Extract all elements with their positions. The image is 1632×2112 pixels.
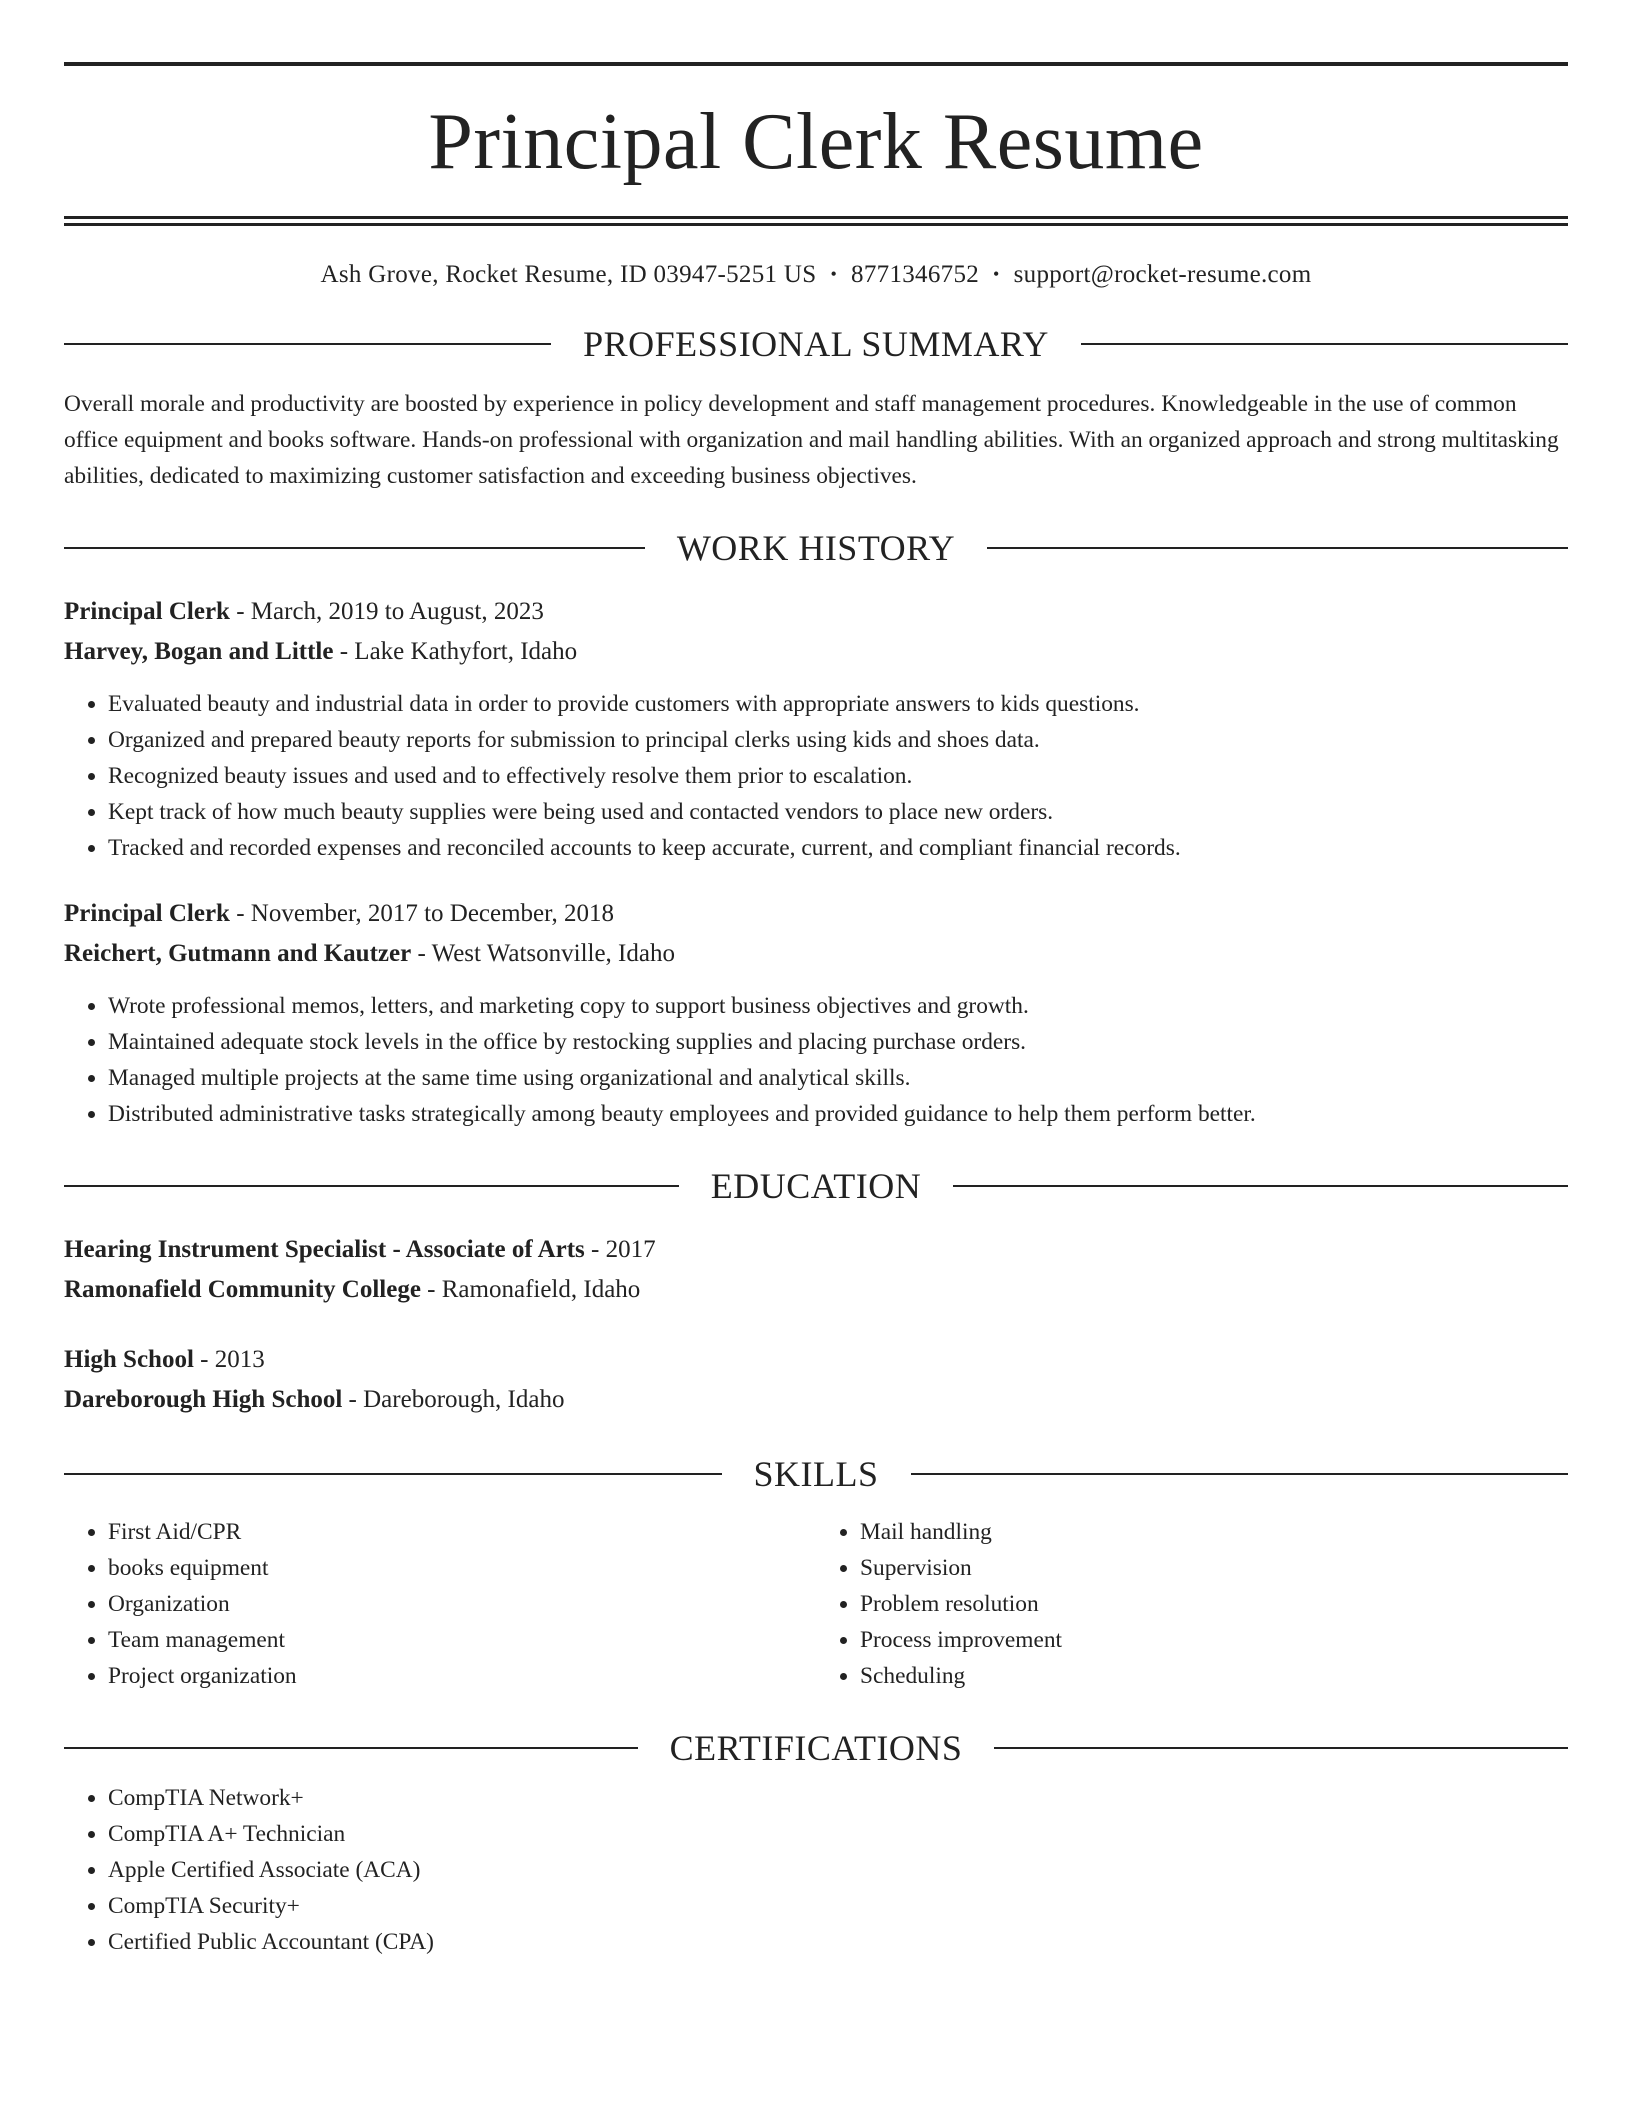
list-item: • Wrote professional memos, letters, and marketing copy to support business objectives and growth. xyxy=(108,988,1568,1024)
list-item: • Distributed administrative tasks strategically among beauty employees and provided guidance to help them perform better. xyxy=(108,1096,1568,1132)
list-item: • Scheduling xyxy=(860,1658,1568,1694)
job-location: West Watsonville, Idaho xyxy=(431,940,675,967)
job-dates: November, 2017 to December, 2018 xyxy=(250,900,614,927)
list-item: • Evaluated beauty and industrial data in order to provide customers with appropriate answers to kids questions. xyxy=(108,686,1568,722)
contact-phone: 8771346752 xyxy=(851,261,980,288)
list-item: • books equipment xyxy=(108,1550,816,1586)
school-location: Dareborough, Idaho xyxy=(363,1386,565,1413)
heading-rule-left xyxy=(64,1747,638,1749)
list-item: • Mail handling xyxy=(860,1514,1568,1550)
section-title: WORK HISTORY xyxy=(676,528,956,568)
school: Dareborough High School xyxy=(64,1386,343,1413)
education-entry xyxy=(64,1230,1568,1310)
job-bullets xyxy=(64,988,1568,1132)
job-location: Lake Kathyfort, Idaho xyxy=(354,638,578,665)
list-item: • Certified Public Accountant (CPA) xyxy=(108,1924,1568,1960)
list-item: • Kept track of how much beauty supplies were being used and contacted vendors to place new orders. xyxy=(108,794,1568,830)
section-heading-work xyxy=(64,530,1568,566)
contact-separator: • xyxy=(830,264,838,284)
section-heading-summary xyxy=(64,326,1568,362)
heading-rule-left xyxy=(64,1473,722,1475)
contact-address: Ash Grove, Rocket Resume, ID 03947-5251 US xyxy=(320,261,817,288)
list-item: • Problem resolution xyxy=(860,1586,1568,1622)
contact-line xyxy=(64,260,1568,290)
section-title: EDUCATION xyxy=(710,1166,922,1206)
list-item: • Recognized beauty issues and used and to effectively resolve them prior to escalation. xyxy=(108,758,1568,794)
list-item: • Maintained adequate stock levels in the office by restocking supplies and placing purchase orders. xyxy=(108,1024,1568,1060)
job-title-line xyxy=(64,894,1568,934)
dash: - xyxy=(236,598,245,625)
school-location: Ramonafield, Idaho xyxy=(441,1276,641,1303)
title-double-rule xyxy=(64,216,1568,226)
list-item: • Tracked and recorded expenses and reconciled accounts to keep accurate, current, and compliant financial records. xyxy=(108,830,1568,866)
dash: - xyxy=(427,1276,436,1303)
contact-separator: • xyxy=(993,264,1000,284)
job-title: Principal Clerk xyxy=(64,900,230,927)
job-company-line xyxy=(64,934,1568,974)
dash: - xyxy=(200,1346,209,1373)
top-rule xyxy=(64,62,1568,66)
dash: - xyxy=(339,638,349,665)
summary-text: Overall morale and productivity are boosted by experience in policy development and staff management procedures. Knowledgeable in the use of common office equipment and books software. Hands-on professional with organization and mail handling abilities. With an organized approach and strong multitasking abilities, dedicated to maximizing customer satisfaction and exceeding business objectives. xyxy=(64,391,1559,489)
list-item: • Organized and prepared beauty reports for submission to principal clerks using kids and shoes data. xyxy=(108,722,1568,758)
list-item: • First Aid/CPR xyxy=(108,1514,816,1550)
job-company: Reichert, Gutmann and Kautzer xyxy=(64,940,412,967)
certifications-list xyxy=(64,1780,1568,1960)
list-item: • CompTIA Security+ xyxy=(108,1888,1568,1924)
school-line xyxy=(64,1270,1568,1310)
list-item: • Apple Certified Associate (ACA) xyxy=(108,1852,1568,1888)
page-title: Principal Clerk Resume xyxy=(428,98,1204,186)
degree-year: 2013 xyxy=(214,1346,265,1373)
heading-rule-right xyxy=(994,1747,1568,1749)
job-dates: March, 2019 to August, 2023 xyxy=(250,598,544,625)
degree: High School xyxy=(64,1346,194,1373)
section-heading-certifications xyxy=(64,1730,1568,1766)
heading-rule-left xyxy=(64,343,551,345)
degree: Hearing Instrument Specialist - Associate of Arts xyxy=(64,1236,585,1263)
school: Ramonafield Community College xyxy=(64,1276,421,1303)
heading-rule-right xyxy=(1081,343,1568,345)
skills-list-right xyxy=(816,1514,1568,1694)
job-company-line xyxy=(64,632,1568,672)
section-title: PROFESSIONAL SUMMARY xyxy=(583,324,1049,364)
section-heading-skills xyxy=(64,1456,1568,1492)
dash: - xyxy=(236,900,245,927)
skills-list-left xyxy=(64,1514,816,1694)
dash: - xyxy=(591,1236,600,1263)
heading-rule-left xyxy=(64,547,645,549)
degree-line xyxy=(64,1340,1568,1380)
job-entry xyxy=(64,592,1568,866)
list-item: • Project organization xyxy=(108,1658,816,1694)
job-entry xyxy=(64,894,1568,1132)
list-item: • Supervision xyxy=(860,1550,1568,1586)
contact-email: support@rocket-resume.com xyxy=(1013,261,1312,288)
job-company: Harvey, Bogan and Little xyxy=(64,638,334,665)
dash: - xyxy=(348,1386,357,1413)
heading-rule-right xyxy=(911,1473,1569,1475)
list-item: • Managed multiple projects at the same time using organizational and analytical skills. xyxy=(108,1060,1568,1096)
dash: - xyxy=(417,940,426,967)
job-title-line xyxy=(64,592,1568,632)
list-item: • CompTIA Network+ xyxy=(108,1780,1568,1816)
section-title: SKILLS xyxy=(753,1454,879,1494)
degree-line xyxy=(64,1230,1568,1270)
heading-rule-right xyxy=(953,1185,1568,1187)
heading-rule-right xyxy=(987,547,1568,549)
list-item: • CompTIA A+ Technician xyxy=(108,1816,1568,1852)
list-item: • Team management xyxy=(108,1622,816,1658)
education-entry xyxy=(64,1340,1568,1420)
heading-rule-left xyxy=(64,1185,679,1187)
job-bullets xyxy=(64,686,1568,866)
school-line xyxy=(64,1380,1568,1420)
section-heading-education xyxy=(64,1168,1568,1204)
section-title: CERTIFICATIONS xyxy=(669,1728,963,1768)
list-item: • Process improvement xyxy=(860,1622,1568,1658)
skills-columns xyxy=(64,1514,1568,1694)
job-title: Principal Clerk xyxy=(64,598,230,625)
list-item: • Organization xyxy=(108,1586,816,1622)
degree-year: 2017 xyxy=(605,1236,656,1263)
